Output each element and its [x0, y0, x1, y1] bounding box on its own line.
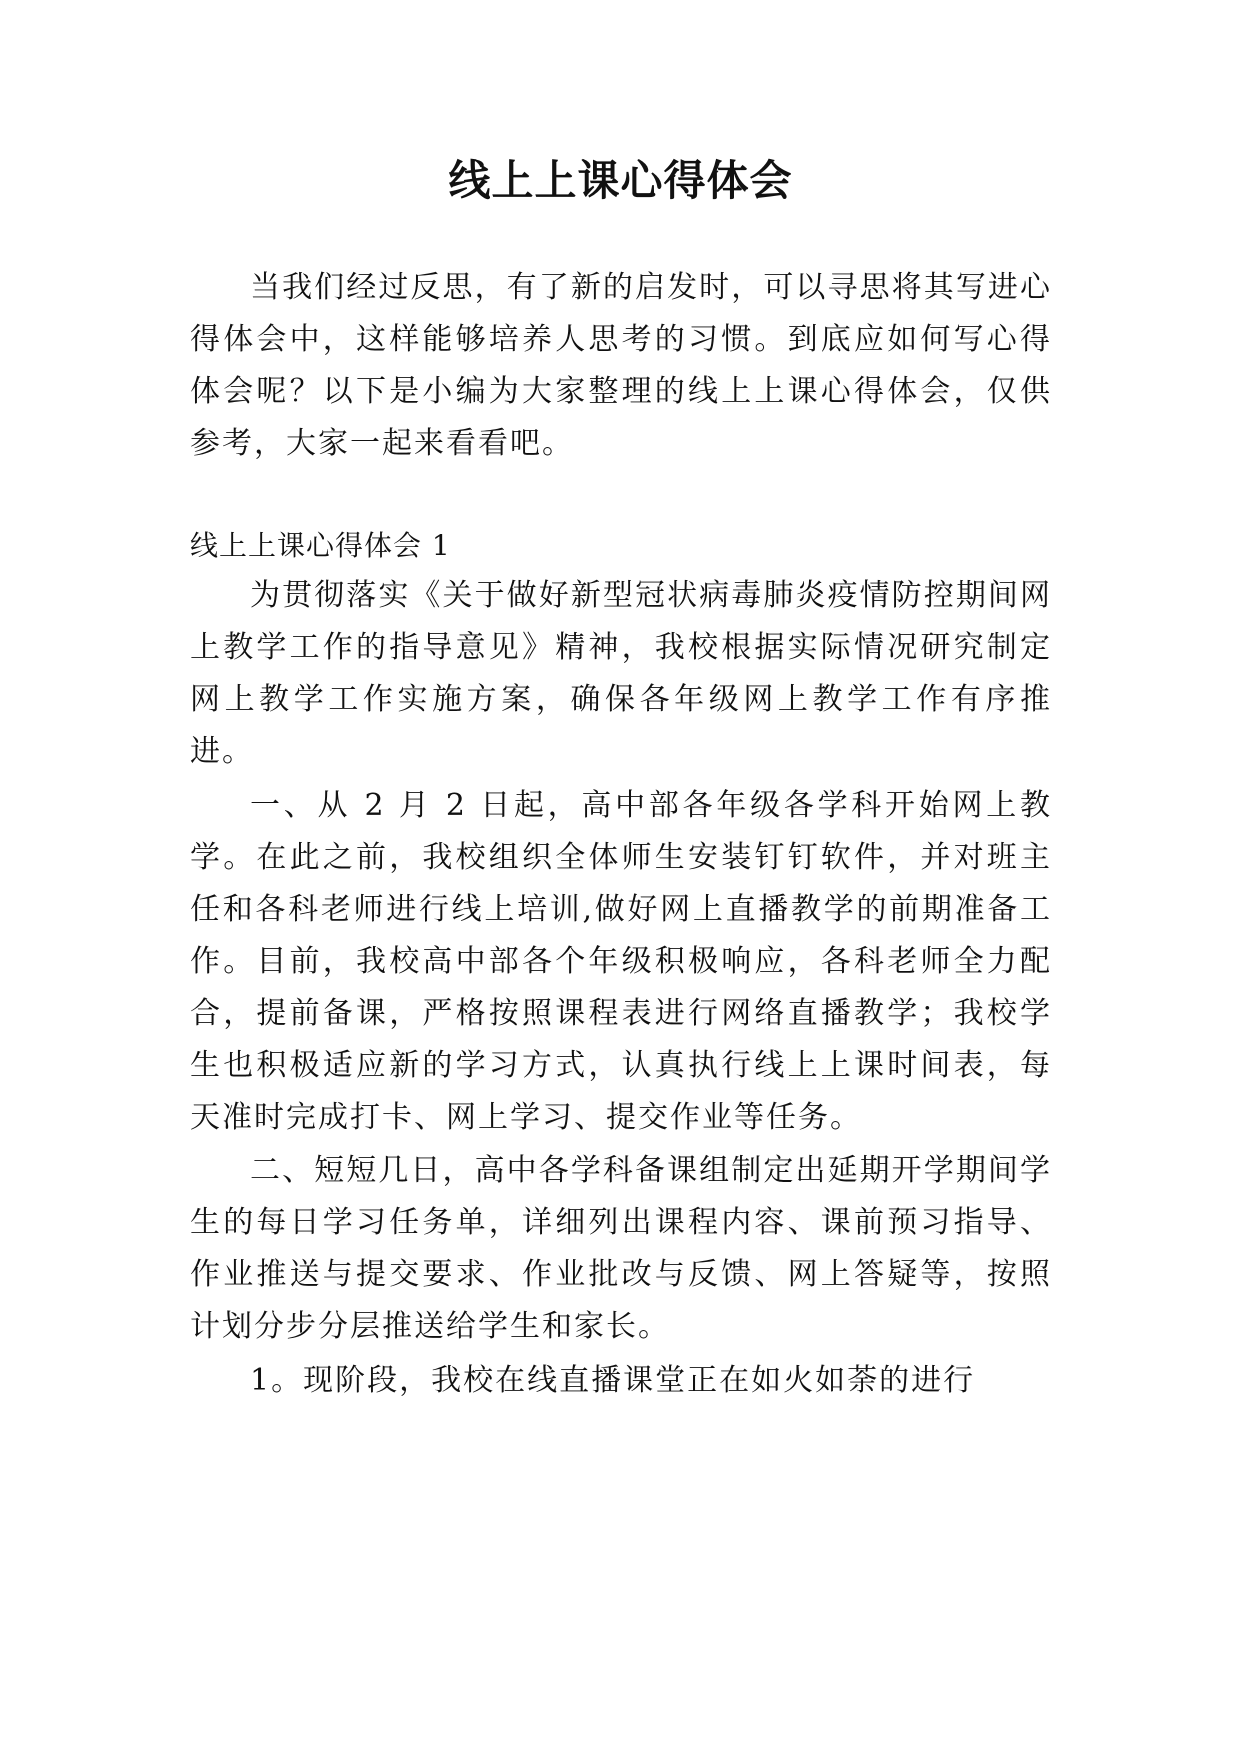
paragraph-4: 1。现阶段，我校在线直播课堂正在如火如荼的进行 [250, 1363, 976, 1398]
page-title: 线上上课心得体会 [448, 156, 793, 205]
paragraph-3: 二、短短几日，高中各学科备课组制定出延期开学期间学生的每日学习任务单，详细列出课程内容、课前预习指导、作业推送与提交要求、作业批改与反馈、网上答疑等，按照计划分步分层推送给学生和家长。 [190, 1153, 1052, 1344]
paragraph-2: 一、从 2 月 2 日起，高中部各年级各学科开始网上教学。在此之前，我校组织全体师生安装钉钉软件，并对班主任和各科老师进行线上培训,做好网上直播教学的前期准备工作。目前，我校高中部各个年级积极响应，各科老师全力配合，提前备课，严格按照课程表进行网络直播教学；我校学生也积极适应新的学习方式，认真执行线上上课时间表，每天准时完成打卡、网上学习、提交作业等任务。 [190, 788, 1052, 1135]
paragraph-1: 为贯彻落实《关于做好新型冠状病毒肺炎疫情防控期间网上教学工作的指导意见》精神，我校根据实际情况研究制定网上教学工作实施方案，确保各年级网上教学工作有序推进。 [190, 578, 1052, 769]
intro-paragraph: 当我们经过反思，有了新的启发时，可以寻思将其写进心得体会中，这样能够培养人思考的习惯。到底应如何写心得体会呢？以下是小编为大家整理的线上上课心得体会，仅供参考，大家一起来看看吧。 [190, 270, 1052, 461]
section-heading: 线上上课心得体会 1 [190, 529, 451, 562]
